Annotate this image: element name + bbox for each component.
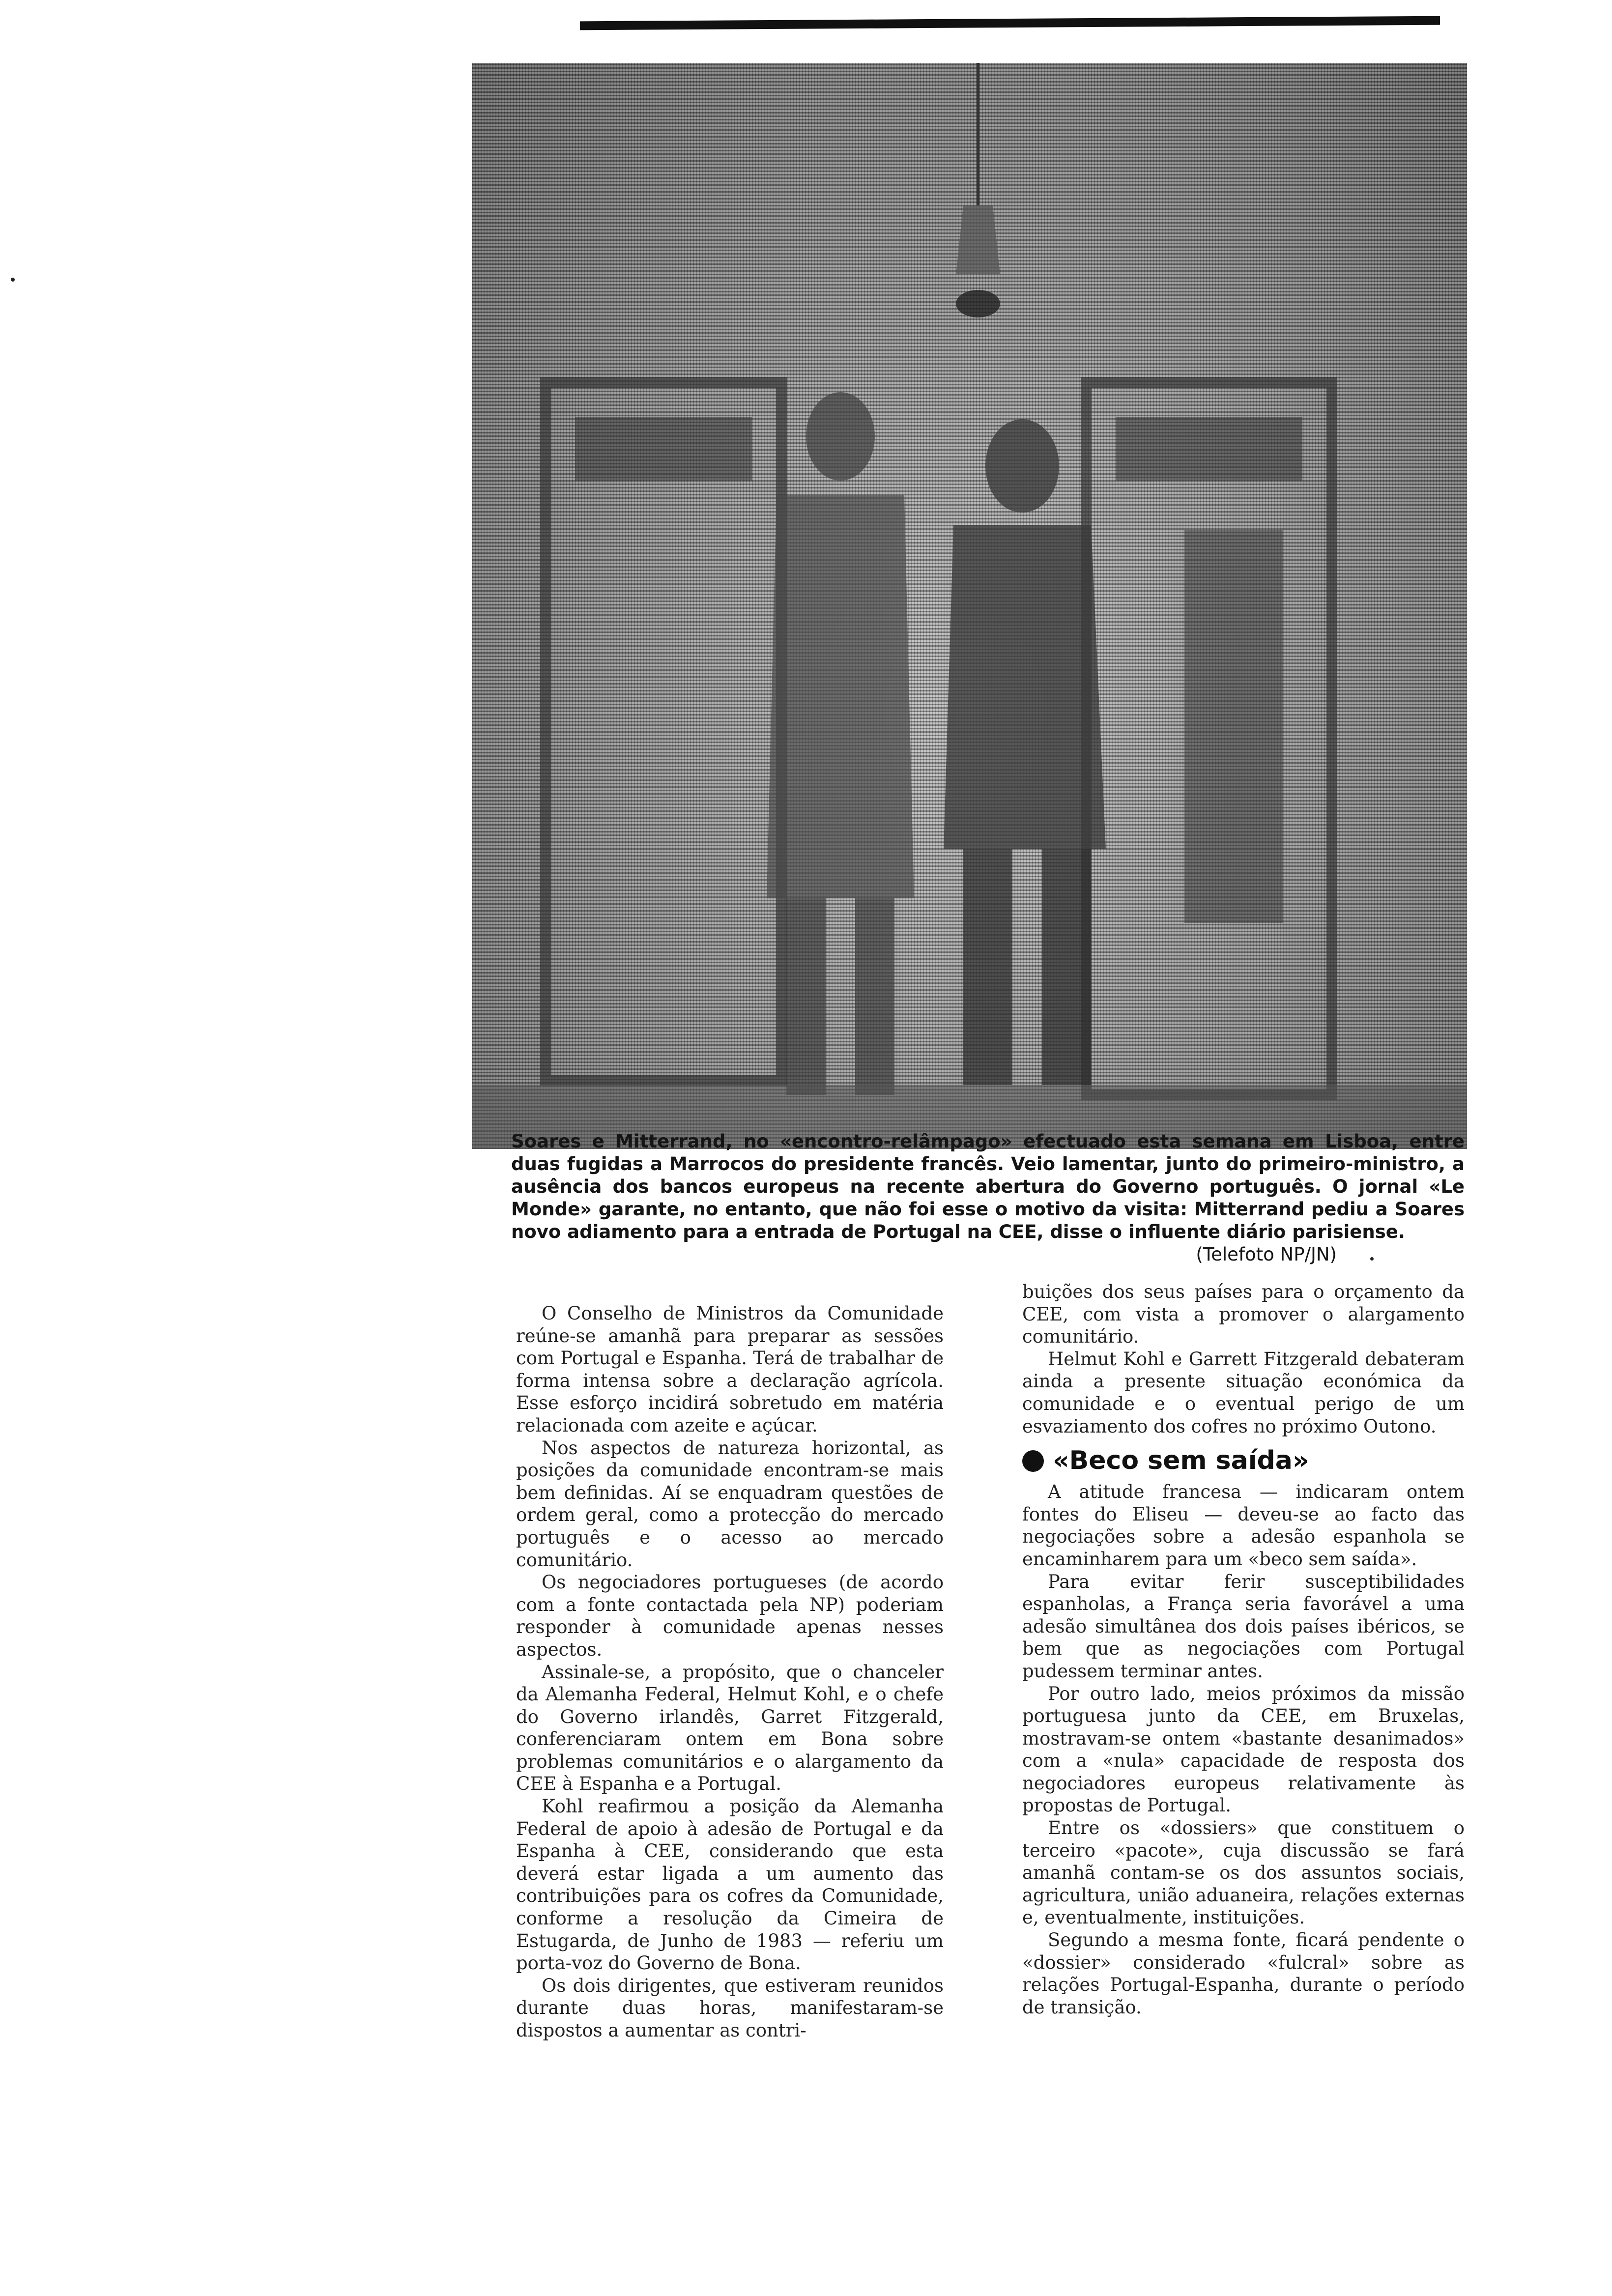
paragraph: Os dois dirigentes, que estiveram reunidos durante duas horas, manifestaram-se dispostos a aumentar as contri- — [516, 1975, 944, 2041]
photo-scene — [472, 63, 1467, 1149]
paragraph: Nos aspectos de natureza horizontal, as posições da comunidade encontram-se mais bem definidas. Aí se enquadram questões de ordem geral, como a protecção do mercado português e o acesso ao mercado comunitário. — [516, 1437, 944, 1571]
paragraph: Os negociadores portugueses (de acordo com a fonte contactada pela NP) poderiam responder à comunidade apenas nesses aspectos. — [516, 1572, 944, 1660]
paragraph: O Conselho de Ministros da Comunidade reúne-se amanhã para preparar as sessões com Portugal e Espanha. Terá de trabalhar de forma intensa sobre a declaração agrícola. Esse esforço incidirá sobretudo em matéria relacionada com azeite e açúcar. — [516, 1303, 944, 1436]
subhead-text: «Beco sem saída» — [1053, 1446, 1309, 1476]
paragraph: Para evitar ferir susceptibilidades espanholas, a França seria favorável a uma adesão simultânea dos dois países ibéricos, se bem que as negociações com Portugal pudessem terminar antes. — [1022, 1571, 1465, 1682]
bullet-icon — [1022, 1450, 1044, 1472]
article-column-right — [1022, 1281, 1465, 2018]
photo-credit: (Telefoto NP/JN) — [1196, 1244, 1337, 1265]
photo-caption — [511, 1130, 1465, 1266]
news-photo — [472, 63, 1467, 1149]
caption-text: Soares e Mitterrand, no «encontro-relâmpago» efectuado esta semana em Lisboa, entre duas fugidas a Marrocos do presidente francês. Veio lamentar, junto do primeiro-ministro, a ausência dos bancos europeus na recente abertura do Governo português. O jornal «Le Monde» garante, no entanto, que não foi esse o motivo da visita: Mitterrand pediu a Soares novo adiamento para a entrada de Portugal na CEE, disse o influente diário parisiense. — [511, 1131, 1465, 1242]
section-subhead — [1022, 1441, 1465, 1480]
scan-speck — [1370, 1257, 1374, 1261]
article-column-left — [516, 1302, 944, 2042]
paragraph: Helmut Kohl e Garrett Fitzgerald debateram ainda a presente situação económica da comunidade e o eventual perigo de um esvaziamento dos cofres no próximo Outono. — [1022, 1348, 1465, 1437]
paragraph-continuation: buições dos seus países para o orçamento da CEE, com vista a promover o alargamento comunitário. — [1022, 1281, 1465, 1348]
paragraph: Kohl reafirmou a posição da Alemanha Federal de apoio à adesão de Portugal e da Espanha à CEE, considerando que esta deverá estar ligada a um aumento das contribuições para os cofres da Comunidade, conforme a resolução da Cimeira de Estugarda, de Junho de 1983 — referiu um porta-voz do Governo de Bona. — [516, 1796, 944, 1974]
paragraph: Segundo a mesma fonte, ficará pendente o «dossier» considerado «fulcral» sobre as relações Portugal-Espanha, durante o período de transição. — [1022, 1929, 1465, 2018]
paragraph: Por outro lado, meios próximos da missão portuguesa junto da CEE, em Bruxelas, mostravam-se ontem «bastante desanimados» com a «nula» capacidade de resposta dos negociadores europeus relativamente às propostas de Portugal. — [1022, 1683, 1465, 1816]
top-rule — [580, 16, 1440, 30]
paragraph: Entre os «dossiers» que constituem o terceiro «pacote», cuja discussão se fará amanhã contam-se os dos assuntos sociais, agricultura, união aduaneira, relações externas e, eventualmente, instituições. — [1022, 1817, 1465, 1928]
paragraph: Assinale-se, a propósito, que o chanceler da Alemanha Federal, Helmut Kohl, e o chefe do Governo irlandês, Garret Fitzgerald, conferenciaram ontem em Bona sobre problemas comunitários e o alargamento da CEE à Espanha e a Portugal. — [516, 1661, 944, 1795]
scan-speck — [11, 278, 15, 282]
paragraph: A atitude francesa — indicaram ontem fontes do Eliseu — deveu-se ao facto das negociações sobre a adesão espanhola se encaminharem para um «beco sem saída». — [1022, 1481, 1465, 1570]
